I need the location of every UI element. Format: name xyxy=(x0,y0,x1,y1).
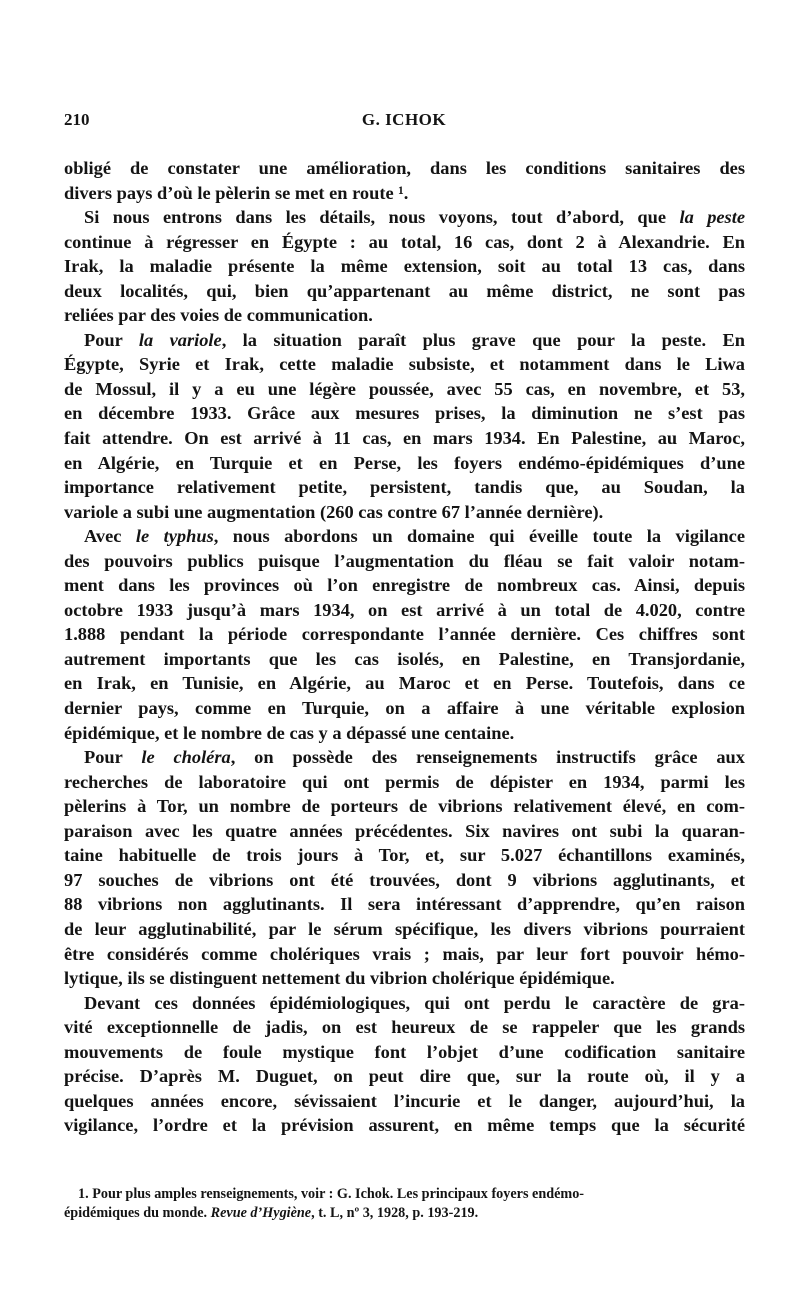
text-line: taine habituelle de trois jours à Tor, et, sur 5.027 échantillons examinés, xyxy=(64,845,745,866)
page-header xyxy=(64,110,744,140)
text-line: obligé de constater une amélioration, dans les conditions sanitaires des xyxy=(64,158,745,178)
text-line: de leur agglutinabilité, par le sérum spécifique, les divers vibrions pourraient xyxy=(64,918,745,939)
text-line: des pouvoirs publics puisque l’augmentation du fléau se fait valoir notam- xyxy=(64,550,745,571)
text-line: vigilance, l’ordre et la prévision assurent, en même temps que la sécurité xyxy=(64,1115,745,1136)
text-line: fait attendre. On est arrivé à 11 cas, en mars 1934. En Palestine, au Maroc, xyxy=(64,428,745,449)
text-line: continue à régresser en Égypte : au total, 16 cas, dont 2 à Alexandrie. En xyxy=(64,231,745,252)
page-number: 210 xyxy=(64,110,90,129)
body-text xyxy=(64,156,745,1138)
text-line: Irak, la maladie présente la même extension, soit au total 13 cas, dans xyxy=(64,256,745,277)
text-line: vité exceptionnelle de jadis, on est heureux de se rappeler que les grands xyxy=(64,1017,745,1038)
text-line: 1.888 pendant la période correspondante l’année dernière. Ces chiffres sont xyxy=(64,624,745,645)
text-line: en Irak, en Tunisie, en Algérie, au Maroc et en Perse. Toutefois, dans ce xyxy=(64,673,745,694)
text-line: Pour la variole, la situation paraît plus grave que pour la peste. En xyxy=(84,329,745,350)
text-line: de Mossul, il y a eu une légère poussée, avec 55 cas, en novembre, et 53, xyxy=(64,378,745,399)
text-line: deux localités, qui, bien qu’appartenant au même district, ne sont pas xyxy=(64,280,745,301)
footnote-line xyxy=(64,1204,745,1223)
journal-title: Revue d’Hygiène xyxy=(210,1205,312,1221)
text-line: paraison avec les quatre années précédentes. Six navires ont subi la quaran- xyxy=(64,820,745,841)
footnote-text: , t. L, nº 3, 1928, p. 193-219. xyxy=(311,1205,479,1221)
text-line: lytique, ils se distinguent nettement du vibrion cholérique épidémique. xyxy=(64,968,615,989)
text-line: reliées par des voies de communication. xyxy=(64,305,373,326)
text-line: dernier pays, comme en Turquie, on a affaire à une véritable explosion xyxy=(64,698,745,719)
text-line: en Algérie, en Turquie et en Perse, les foyers endémo-épidémiques d’une xyxy=(64,452,745,473)
footnote xyxy=(64,1185,745,1223)
text-line: divers pays d’où le pèlerin se met en route ¹. xyxy=(64,182,409,203)
text-line: mouvements de foule mystique font l’objet d’une codification sanitaire xyxy=(64,1041,745,1062)
text-line: Avec le typhus, nous abordons un domaine qui éveille toute la vigilance xyxy=(84,526,745,547)
text-line: Si nous entrons dans les détails, nous voyons, tout d’abord, que la peste xyxy=(84,207,745,228)
text-line: 88 vibrions non agglutinants. Il sera intéressant d’apprendre, qu’en raison xyxy=(64,894,745,915)
text-line: Pour le choléra, on possède des renseignements instructifs grâce aux xyxy=(84,747,745,768)
text-line: pèlerins à Tor, un nombre de porteurs de vibrions relativement élevé, en com- xyxy=(64,796,745,817)
running-head: G. ICHOK xyxy=(361,110,447,129)
text-line: ment dans les provinces où l’on enregistre de nombreux cas. Ainsi, depuis xyxy=(64,575,745,596)
text-line: épidémique, et le nombre de cas y a dépassé une centaine. xyxy=(64,722,515,743)
text-line: autrement importants que les cas isolés, en Palestine, en Transjordanie, xyxy=(64,648,745,669)
text-line: variole a subi une augmentation (260 cas contre 67 l’année dernière). xyxy=(64,501,604,522)
text-line: être considérés comme cholériques vrais ; mais, par leur fort pouvoir hémo- xyxy=(64,943,745,964)
footnote-text: épidémiques du monde. xyxy=(64,1205,208,1221)
text-line: importance relativement petite, persistent, tandis que, au Soudan, la xyxy=(64,477,745,498)
text-line: 97 souches de vibrions ont été trouvées, dont 9 vibrions agglutinants, et xyxy=(64,869,745,890)
footnote-line: 1. Pour plus amples renseignements, voir : G. Ichok. Les principaux foyers endémo- xyxy=(78,1186,585,1202)
text-line: Devant ces données épidémiologiques, qui ont perdu le caractère de gra- xyxy=(84,992,745,1013)
text-line: en décembre 1933. Grâce aux mesures prises, la diminution ne s’est pas xyxy=(64,403,745,424)
text-line: octobre 1933 jusqu’à mars 1934, on est arrivé à un total de 4.020, contre xyxy=(64,599,745,620)
text-line: recherches de laboratoire qui ont permis de dépister en 1934, parmi les xyxy=(64,771,745,792)
text-line: quelques années encore, sévissaient l’incurie et le danger, aujourd’hui, la xyxy=(64,1090,745,1111)
text-line: précise. D’après M. Duguet, on peut dire que, sur la route où, il y a xyxy=(64,1066,745,1087)
text-line: Égypte, Syrie et Irak, cette maladie subsiste, et notamment dans le Liwa xyxy=(64,354,745,375)
